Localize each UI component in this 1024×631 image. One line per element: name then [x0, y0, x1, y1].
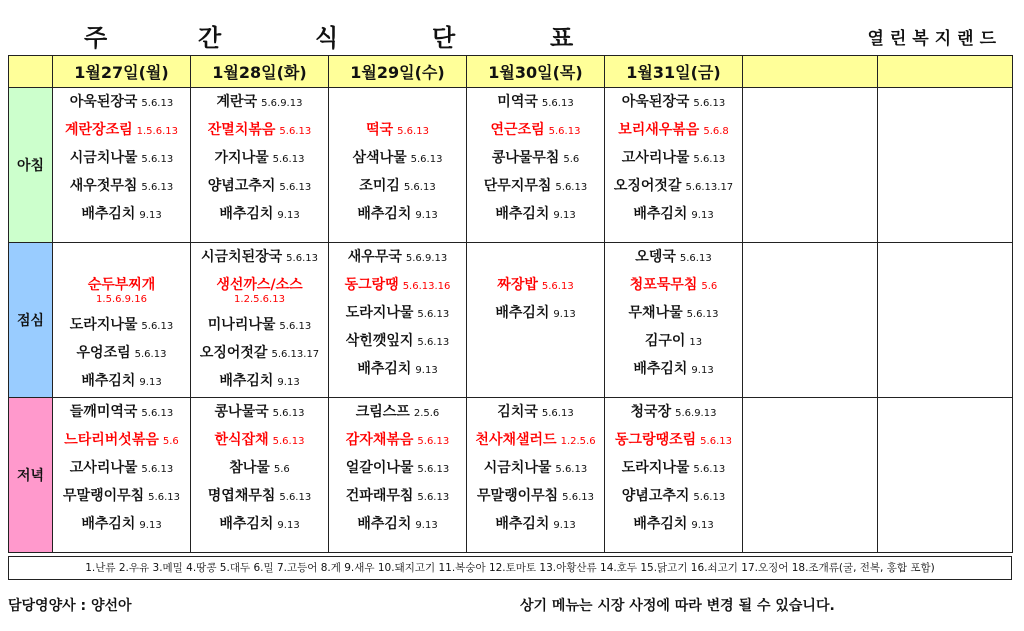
allergen-codes: 5.6 — [273, 464, 290, 475]
dish-name: 새우무국 — [347, 249, 402, 265]
dish-name: 콩나물국 — [214, 404, 269, 420]
dish-name: 계란장조림 — [65, 122, 133, 138]
dish-name: 김치국 — [497, 404, 538, 420]
menu-item — [53, 482, 190, 510]
allergen-codes: 5.6.13 — [141, 182, 174, 193]
dish-name: 청국장 — [630, 404, 672, 420]
dish-name: 얼갈이나물 — [345, 460, 414, 476]
organization-name: 열린복지랜드 — [867, 29, 1002, 49]
menu-item — [605, 144, 742, 172]
meal-row — [9, 243, 1013, 398]
dish-name: 생선까스/소스 — [216, 277, 303, 293]
dish-name: 무채나물 — [628, 305, 683, 321]
menu-item-empty — [53, 243, 190, 271]
allergen-codes: 5.6.13.16 — [402, 281, 451, 292]
menu-item — [191, 339, 328, 367]
dish-name: 떡국 — [366, 122, 394, 138]
dish-name: 배추김치 — [219, 206, 274, 222]
allergen-codes: 1.2.5.6.13 — [234, 294, 285, 305]
dish-name: 짜장밥 — [497, 277, 538, 293]
menu-item — [191, 116, 328, 144]
menu-item — [53, 88, 190, 116]
allergen-codes: 5.6.13 — [417, 464, 450, 475]
title-char: 간 — [198, 24, 222, 52]
day-header-row — [9, 56, 1013, 88]
allergen-codes: 9.13 — [691, 210, 714, 221]
menu-item — [329, 510, 466, 538]
menu-item — [467, 299, 604, 327]
menu-item — [605, 454, 742, 482]
page-title — [0, 18, 1024, 52]
allergen-legend: 1.난류 2.우유 3.메밀 4.땅콩 5.대두 6.밀 7.고등어 8.게 9.새우 10.돼지고기 11.복숭아 12.토마토 13.아황산류 14.호두 15.닭고기 16.쇠고기 17.오징어 18.조개류(굴, 전복, 홍합 포함) — [8, 556, 1012, 580]
menu-cell — [467, 398, 605, 553]
menu-item — [605, 243, 742, 271]
day-header: 1월30일(목) — [467, 56, 605, 88]
day-header: 1월27일(월) — [53, 56, 191, 88]
menu-cell — [191, 398, 329, 553]
menu-item — [191, 454, 328, 482]
menu-item — [467, 88, 604, 116]
dish-name: 배추김치 — [357, 361, 412, 377]
allergen-codes: 9.13 — [415, 365, 438, 376]
menu-cell — [878, 88, 1013, 243]
allergen-codes: 5.6.13 — [279, 321, 312, 332]
menu-item — [605, 482, 742, 510]
menu-item — [605, 88, 742, 116]
dish-name: 오뎅국 — [635, 249, 676, 265]
dish-name: 배추김치 — [633, 516, 688, 532]
dish-name: 단무지무침 — [483, 178, 552, 194]
dish-name: 양념고추지 — [621, 488, 690, 504]
dish-name: 천사채샐러드 — [475, 432, 557, 448]
dish-name: 무말랭이무침 — [477, 488, 559, 504]
dietitian-name: 담당영양사 : 양선아 — [8, 598, 132, 614]
menu-cell — [605, 88, 743, 243]
meal-label: 아침 — [9, 88, 53, 243]
menu-cell — [329, 88, 467, 243]
dish-name: 크림스프 — [355, 404, 410, 420]
menu-item — [467, 172, 604, 200]
menu-cell — [743, 88, 878, 243]
menu-item — [53, 271, 190, 311]
allergen-codes: 5.6.13 — [541, 281, 574, 292]
menu-item — [53, 200, 190, 228]
dish-name: 참나물 — [229, 460, 270, 476]
menu-item — [53, 339, 190, 367]
allergen-codes: 5.6.13 — [548, 126, 581, 137]
menu-item — [467, 510, 604, 538]
dish-name: 고사리나물 — [621, 150, 690, 166]
menu-cell — [605, 398, 743, 553]
dish-name: 양념고추지 — [207, 178, 276, 194]
allergen-codes: 5.6.13 — [272, 436, 305, 447]
allergen-codes: 5.6 — [563, 154, 580, 165]
dish-name: 무말랭이무침 — [63, 488, 145, 504]
menu-item — [467, 144, 604, 172]
dish-name: 느타리버섯볶음 — [64, 432, 159, 448]
weekly-menu-table — [8, 55, 1013, 553]
menu-item — [605, 510, 742, 538]
menu-item — [191, 510, 328, 538]
menu-cell — [467, 243, 605, 398]
dish-name: 오징어젓갈 — [199, 345, 268, 361]
dish-name: 시금치나물 — [69, 150, 138, 166]
menu-item — [467, 426, 604, 454]
menu-item — [53, 144, 190, 172]
menu-item — [191, 144, 328, 172]
allergen-codes: 5.6.13 — [693, 98, 726, 109]
menu-item — [53, 311, 190, 339]
dish-name: 시금치나물 — [483, 460, 552, 476]
menu-item-empty — [467, 243, 604, 271]
dish-name: 배추김치 — [495, 305, 550, 321]
allergen-codes: 5.6.13 — [686, 309, 719, 320]
menu-item — [191, 172, 328, 200]
menu-item — [329, 426, 466, 454]
day-header — [878, 56, 1013, 88]
allergen-codes: 5.6.13.17 — [271, 349, 320, 360]
allergen-codes: 5.6 — [701, 281, 718, 292]
dish-name: 배추김치 — [357, 516, 412, 532]
allergen-codes: 9.13 — [691, 520, 714, 531]
dish-name: 동그랑땡조림 — [615, 432, 697, 448]
allergen-codes: 5.6.13 — [279, 492, 312, 503]
menu-item — [53, 367, 190, 395]
allergen-codes: 9.13 — [553, 210, 576, 221]
menu-item — [329, 327, 466, 355]
menu-item — [605, 200, 742, 228]
allergen-codes: 5.6.13 — [541, 408, 574, 419]
menu-item — [191, 243, 328, 271]
menu-cell — [878, 398, 1013, 553]
menu-item-empty — [329, 88, 466, 116]
dish-name: 도라지나물 — [345, 305, 414, 321]
dish-name: 도라지나물 — [621, 460, 690, 476]
dish-name: 배추김치 — [81, 206, 136, 222]
dish-name: 건파래무침 — [345, 488, 414, 504]
allergen-codes: 9.13 — [415, 210, 438, 221]
allergen-codes: 9.13 — [691, 365, 714, 376]
dish-name: 조미김 — [359, 178, 400, 194]
dish-name: 배추김치 — [81, 373, 136, 389]
menu-item — [329, 144, 466, 172]
allergen-codes: 2.5.6 — [413, 408, 440, 419]
menu-cell — [743, 243, 878, 398]
allergen-codes: 5.6.9.13 — [405, 253, 448, 264]
title-char: 표 — [550, 24, 574, 52]
menu-item — [191, 367, 328, 395]
dish-name: 배추김치 — [219, 373, 274, 389]
dish-name: 보리새우볶음 — [618, 122, 700, 138]
menu-item — [53, 116, 190, 144]
allergen-codes: 9.13 — [553, 309, 576, 320]
allergen-codes: 5.6.13 — [141, 98, 174, 109]
menu-item — [467, 454, 604, 482]
allergen-codes: 5.6.13 — [693, 464, 726, 475]
allergen-codes: 9.13 — [553, 520, 576, 531]
allergen-codes: 5.6.13 — [693, 492, 726, 503]
allergen-codes: 5.6.13 — [148, 492, 180, 503]
allergen-codes: 9.13 — [277, 210, 300, 221]
dish-name: 동그랑땡 — [344, 277, 399, 293]
dish-name: 콩나물무침 — [491, 150, 560, 166]
allergen-codes: 5.6.13.17 — [685, 182, 734, 193]
allergen-codes: 5.6.13 — [693, 154, 726, 165]
menu-item — [329, 299, 466, 327]
menu-item — [329, 200, 466, 228]
dish-name: 연근조림 — [490, 122, 545, 138]
menu-item — [329, 355, 466, 383]
menu-item — [605, 299, 742, 327]
allergen-codes: 13 — [689, 337, 703, 348]
allergen-codes: 9.13 — [139, 520, 162, 531]
allergen-codes: 9.13 — [139, 210, 162, 221]
dish-name: 삼색나물 — [352, 150, 407, 166]
menu-item — [329, 482, 466, 510]
dish-name: 오징어젓갈 — [613, 178, 682, 194]
title-char: 식 — [315, 24, 339, 52]
menu-cell — [329, 398, 467, 553]
allergen-codes: 5.6.9.13 — [261, 98, 303, 109]
menu-item — [467, 482, 604, 510]
allergen-codes: 5.6.13 — [555, 464, 588, 475]
dish-name: 미나리나물 — [207, 317, 276, 333]
menu-item — [605, 355, 742, 383]
allergen-codes: 5.6.13 — [555, 182, 588, 193]
menu-item — [329, 454, 466, 482]
allergen-codes: 5.6.13 — [417, 309, 450, 320]
day-header: 1월28일(화) — [191, 56, 329, 88]
menu-item — [467, 271, 604, 299]
allergen-codes: 5.6.13 — [141, 154, 174, 165]
allergen-codes: 5.6.13 — [679, 253, 712, 264]
allergen-codes: 5.6.13 — [417, 337, 450, 348]
menu-item — [605, 116, 742, 144]
allergen-codes: 5.6.13 — [700, 436, 732, 447]
allergen-codes: 9.13 — [139, 377, 162, 388]
menu-item — [329, 271, 466, 299]
dish-name: 순두부찌개 — [87, 277, 156, 293]
dish-name: 청포묵무침 — [629, 277, 698, 293]
menu-item — [191, 426, 328, 454]
dish-name: 감자채볶음 — [345, 432, 414, 448]
dish-name: 배추김치 — [495, 206, 550, 222]
allergen-codes: 5.6.13 — [279, 126, 312, 137]
allergen-codes: 5.6.13 — [141, 321, 174, 332]
allergen-codes: 5.6.13 — [141, 464, 174, 475]
allergen-codes: 9.13 — [277, 377, 300, 388]
menu-cell — [191, 243, 329, 398]
dish-name: 아욱된장국 — [621, 94, 690, 110]
allergen-codes: 5.6.13 — [403, 182, 436, 193]
dish-name: 배추김치 — [633, 361, 688, 377]
day-header: 1월29일(수) — [329, 56, 467, 88]
allergen-codes: 5.6.13 — [562, 492, 594, 503]
allergen-codes: 1.5.6.9.16 — [96, 294, 147, 305]
dish-name: 우엉조림 — [76, 345, 131, 361]
menu-cell — [191, 88, 329, 243]
dish-name: 시금치된장국 — [201, 249, 283, 265]
meal-label: 점심 — [9, 243, 53, 398]
allergen-codes: 1.5.6.13 — [136, 126, 178, 137]
menu-item — [53, 172, 190, 200]
allergen-codes: 5.6.13 — [410, 154, 443, 165]
menu-item — [605, 271, 742, 299]
title-char: 주 — [84, 24, 108, 52]
menu-item — [191, 88, 328, 116]
menu-item — [191, 311, 328, 339]
dish-name: 잔멸치볶음 — [207, 122, 276, 138]
menu-cell — [53, 88, 191, 243]
allergen-codes: 9.13 — [277, 520, 300, 531]
dish-name: 아욱된장국 — [69, 94, 138, 110]
menu-item — [329, 172, 466, 200]
allergen-codes: 9.13 — [415, 520, 438, 531]
menu-cell — [53, 398, 191, 553]
menu-item — [467, 116, 604, 144]
menu-item — [329, 116, 466, 144]
dish-name: 배추김치 — [219, 516, 274, 532]
allergen-codes: 5.6.13 — [272, 154, 305, 165]
dish-name: 들깨미역국 — [69, 404, 138, 420]
day-header: 1월31일(금) — [605, 56, 743, 88]
allergen-codes: 5.6.9.13 — [675, 408, 717, 419]
allergen-codes: 5.6.13 — [417, 492, 450, 503]
allergen-codes: 5.6.13 — [286, 253, 318, 264]
menu-cell — [467, 88, 605, 243]
dish-name: 명엽채무침 — [207, 488, 276, 504]
menu-cell — [743, 398, 878, 553]
menu-notice: 상기 메뉴는 시장 사정에 따라 변경 될 수 있습니다. — [520, 598, 835, 614]
allergen-codes: 5.6.13 — [141, 408, 174, 419]
dish-name: 새우젓무침 — [69, 178, 138, 194]
menu-item — [605, 398, 742, 426]
menu-item — [605, 426, 742, 454]
dish-name: 배추김치 — [81, 516, 136, 532]
allergen-codes: 5.6.13 — [417, 436, 450, 447]
dish-name: 김구이 — [644, 333, 686, 349]
menu-cell — [53, 243, 191, 398]
dish-name: 배추김치 — [495, 516, 550, 532]
menu-item — [329, 398, 466, 426]
dish-name: 도라지나물 — [69, 317, 138, 333]
menu-item — [191, 271, 328, 311]
menu-item — [467, 200, 604, 228]
allergen-codes: 5.6.8 — [703, 126, 729, 137]
dish-name: 삭힌깻잎지 — [345, 333, 414, 349]
allergen-codes: 5.6.13 — [272, 408, 305, 419]
menu-item — [605, 172, 742, 200]
menu-item — [191, 200, 328, 228]
dish-name: 한식잡채 — [214, 432, 269, 448]
dish-name: 고사리나물 — [69, 460, 138, 476]
allergen-codes: 5.6 — [162, 436, 179, 447]
allergen-codes: 5.6.13 — [279, 182, 312, 193]
menu-item — [53, 398, 190, 426]
menu-cell — [605, 243, 743, 398]
meal-row — [9, 88, 1013, 243]
allergen-codes: 5.6.13 — [541, 98, 574, 109]
title-char: 단 — [432, 24, 456, 52]
allergen-codes: 5.6.13 — [134, 349, 167, 360]
allergen-codes: 5.6.13 — [397, 126, 429, 137]
menu-cell — [329, 243, 467, 398]
menu-cell — [878, 243, 1013, 398]
dish-name: 배추김치 — [633, 206, 688, 222]
dish-name: 미역국 — [497, 94, 538, 110]
meal-row — [9, 398, 1013, 553]
day-header — [743, 56, 878, 88]
dish-name: 계란국 — [216, 94, 258, 110]
meal-label: 저녁 — [9, 398, 53, 553]
allergen-codes: 1.2.5.6 — [560, 436, 596, 447]
menu-item — [191, 482, 328, 510]
menu-item — [53, 426, 190, 454]
menu-item — [53, 510, 190, 538]
menu-item — [329, 243, 466, 271]
menu-item — [191, 398, 328, 426]
dish-name: 가지나물 — [214, 150, 269, 166]
menu-item — [605, 327, 742, 355]
header-corner — [9, 56, 53, 88]
menu-item — [467, 398, 604, 426]
menu-item — [53, 454, 190, 482]
dish-name: 배추김치 — [357, 206, 412, 222]
